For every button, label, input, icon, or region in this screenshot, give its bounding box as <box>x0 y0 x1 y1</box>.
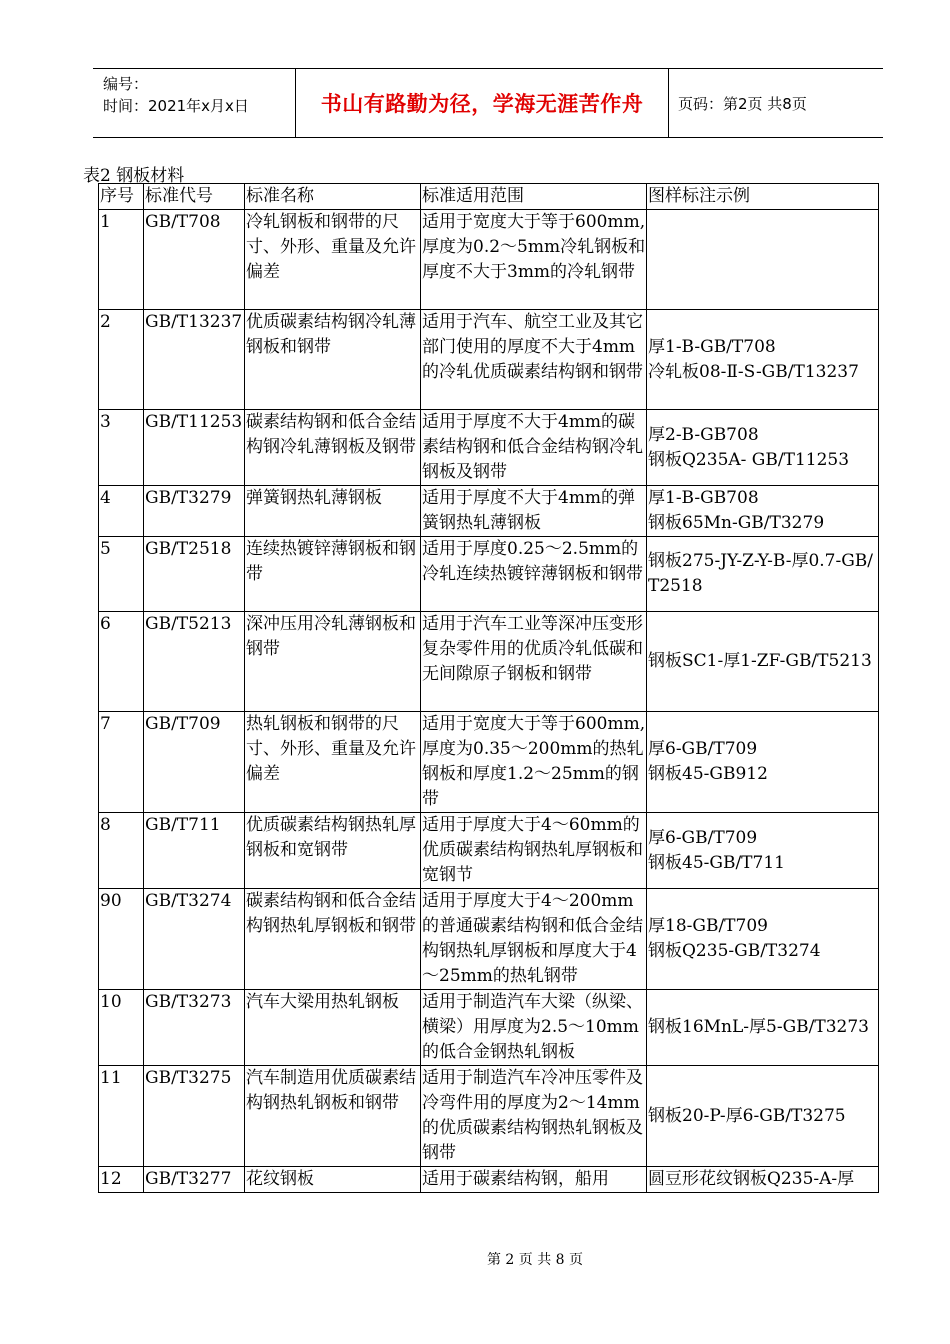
standard-code: GB/T3277 <box>144 1167 245 1193</box>
table-row <box>99 410 879 486</box>
table-row <box>99 813 879 889</box>
standard-code: GB/T711 <box>144 813 245 889</box>
marking-example: 钢板20-P-厚6-GB/T3275 <box>647 1066 879 1167</box>
table-row <box>99 1167 879 1193</box>
doc-number: 编号： <box>103 75 149 93</box>
marking-example: 厚18-GB/T709 钢板Q235-GB/T3274 <box>647 889 879 990</box>
row-number: 90 <box>99 889 144 990</box>
table-row <box>99 310 879 410</box>
steel-plate-table <box>98 183 879 1193</box>
marking-example: 钢板16MnL-厚5-GB/T3273 <box>647 990 879 1066</box>
standard-scope: 适用于厚度0.25～2.5mm的冷轧连续热镀锌薄钢板和钢带 <box>421 537 647 612</box>
page-footer: 第 2 页 共 8 页 <box>486 1252 584 1268</box>
header-meta <box>103 73 249 117</box>
standard-code: GB/T2518 <box>144 537 245 612</box>
standard-code: GB/T13237 <box>144 310 245 410</box>
standard-scope: 适用于厚度不大于4mm的弹簧钢热轧薄钢板 <box>421 486 647 537</box>
standard-code: GB/T709 <box>144 712 245 813</box>
marking-example: 厚1-B-GB708 钢板65Mn-GB/T3279 <box>647 486 879 537</box>
marking-example: 钢板SC1-厚1-ZF-GB/T5213 <box>647 612 879 712</box>
standard-scope: 适用于宽度大于等于600mm,厚度为0.35～200mm的热轧钢板和厚度1.2～25mm的钢带 <box>421 712 647 813</box>
standard-scope: 适用于制造汽车大梁（纵梁、横梁）用厚度为2.5～10mm的低合金钢热轧钢板 <box>421 990 647 1066</box>
marking-example: 厚6-GB/T709 钢板45-GB912 <box>647 712 879 813</box>
standard-name: 花纹钢板 <box>245 1167 421 1193</box>
standard-name: 汽车制造用优质碳素结构钢热轧钢板和钢带 <box>245 1066 421 1167</box>
standard-code: GB/T708 <box>144 210 245 310</box>
standard-code: GB/T11253 <box>144 410 245 486</box>
marking-example: 厚6-GB/T709 钢板45-GB/T711 <box>647 813 879 889</box>
col-header-code: 标准代号 <box>144 184 245 210</box>
standard-name: 碳素结构钢和低合金结构钢冷轧薄钢板及钢带 <box>245 410 421 486</box>
standard-code: GB/T3274 <box>144 889 245 990</box>
standard-scope: 适用于厚度大于4～200mm的普通碳素结构钢和低合金结构钢热轧厚钢板和厚度大于4～25mm的热轧钢带 <box>421 889 647 990</box>
table-row <box>99 486 879 537</box>
standard-name: 优质碳素结构钢冷轧薄钢板和钢带 <box>245 310 421 410</box>
standard-name: 汽车大梁用热轧钢板 <box>245 990 421 1066</box>
row-number: 7 <box>99 712 144 813</box>
table-row <box>99 537 879 612</box>
standard-name: 连续热镀锌薄钢板和钢带 <box>245 537 421 612</box>
standard-name: 碳素结构钢和低合金结构钢热轧厚钢板和钢带 <box>245 889 421 990</box>
row-number: 3 <box>99 410 144 486</box>
row-number: 10 <box>99 990 144 1066</box>
row-number: 6 <box>99 612 144 712</box>
standard-scope: 适用于汽车、航空工业及其它部门使用的厚度不大于4mm的冷轧优质碳素结构钢和钢带 <box>421 310 647 410</box>
row-number: 11 <box>99 1066 144 1167</box>
doc-date: 时间：2021年x月x日 <box>103 97 249 115</box>
marking-example: 厚1-B-GB/T708 冷轧板08-Ⅱ-S-GB/T13237 <box>647 310 879 410</box>
marking-example: 钢板275-JY-Z-Y-B-厚0.7-GB/T2518 <box>647 537 879 612</box>
marking-example: 厚2-B-GB708 钢板Q235A- GB/T11253 <box>647 410 879 486</box>
standard-scope: 适用于碳素结构钢，船用 <box>421 1167 647 1193</box>
standard-scope: 适用于汽车工业等深冲压变形复杂零件用的优质冷轧低碳和无间隙原子钢板和钢带 <box>421 612 647 712</box>
standard-name: 冷轧钢板和钢带的尺寸、外形、重量及允许偏差 <box>245 210 421 310</box>
row-number: 1 <box>99 210 144 310</box>
table-row <box>99 210 879 310</box>
row-number: 2 <box>99 310 144 410</box>
table-row <box>99 990 879 1066</box>
marking-example <box>647 210 879 310</box>
standard-name: 深冲压用冷轧薄钢板和钢带 <box>245 612 421 712</box>
row-number: 4 <box>99 486 144 537</box>
table-row <box>99 889 879 990</box>
standard-code: GB/T3273 <box>144 990 245 1066</box>
table-header-row <box>99 184 879 210</box>
table-caption: 表2 钢板材料 <box>83 166 185 186</box>
standard-scope: 适用于厚度不大于4mm的碳素结构钢和低合金结构钢冷轧钢板及钢带 <box>421 410 647 486</box>
row-number: 8 <box>99 813 144 889</box>
col-header-no: 序号 <box>99 184 144 210</box>
page-header <box>93 68 883 138</box>
table-row <box>99 612 879 712</box>
standard-code: GB/T5213 <box>144 612 245 712</box>
table-row <box>99 1066 879 1167</box>
standard-scope: 适用于制造汽车冷冲压零件及冷弯件用的厚度为2～14mm的优质碳素结构钢热轧钢板及钢带 <box>421 1066 647 1167</box>
col-header-scope: 标准适用范围 <box>421 184 647 210</box>
row-number: 5 <box>99 537 144 612</box>
standard-code: GB/T3275 <box>144 1066 245 1167</box>
header-motto: 书山有路勤为径，学海无涯苦作舟 <box>295 69 669 137</box>
row-number: 12 <box>99 1167 144 1193</box>
col-header-sample: 图样标注示例 <box>647 184 879 210</box>
header-page-info: 页码：第2页 共8页 <box>678 94 807 113</box>
standard-scope: 适用于厚度大于4～60mm的优质碳素结构钢热轧厚钢板和宽钢节 <box>421 813 647 889</box>
col-header-name: 标准名称 <box>245 184 421 210</box>
marking-example: 圆豆形花纹钢板Q235-A-厚 <box>647 1167 879 1193</box>
standard-name: 热轧钢板和钢带的尺寸、外形、重量及允许偏差 <box>245 712 421 813</box>
standard-code: GB/T3279 <box>144 486 245 537</box>
standard-name: 优质碳素结构钢热轧厚钢板和宽钢带 <box>245 813 421 889</box>
standard-scope: 适用于宽度大于等于600mm,厚度为0.2～5mm冷轧钢板和厚度不大于3mm的冷轧钢带 <box>421 210 647 310</box>
standard-name: 弹簧钢热轧薄钢板 <box>245 486 421 537</box>
table-row <box>99 712 879 813</box>
